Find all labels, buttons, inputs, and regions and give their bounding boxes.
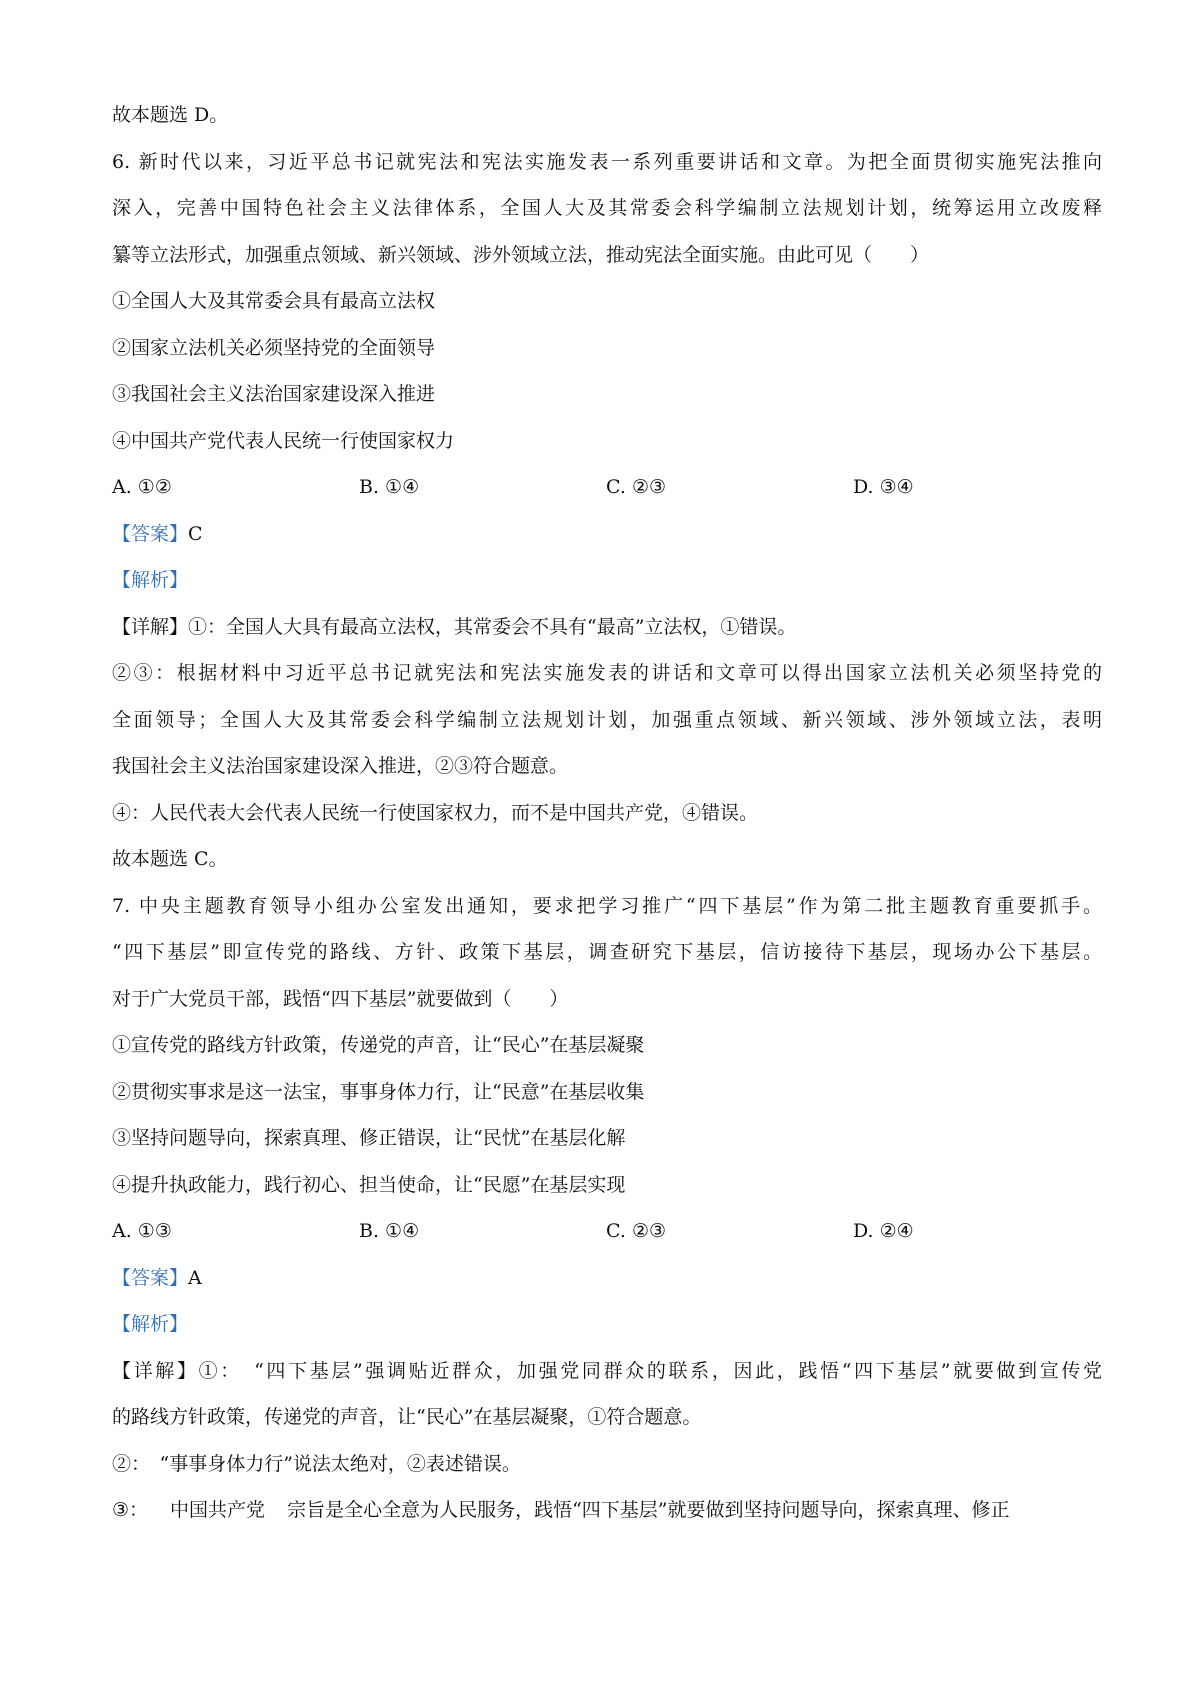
q7-stem-line: 7. 中央主题教育领导小组办公室发出通知，要求把学习推广“四下基层”作为第二批主题教育重要抓手。 xyxy=(112,894,1102,917)
q7-option-d: D. ②④ xyxy=(853,1220,914,1242)
q6-statement: ②国家立法机关必须坚持党的全面领导 xyxy=(112,336,436,359)
q7-statement: ③坚持问题导向，探索真理、修正错误，让“民忧”在基层化解 xyxy=(112,1127,626,1149)
q6-conclusion: 故本题选 C。 xyxy=(112,848,228,870)
q6-statement: ①全国人大及其常委会具有最高立法权 xyxy=(112,290,436,312)
q6-detail-line: 【详解】①：全国人大具有最高立法权，其常委会不具有“最高”立法权，①错误。 xyxy=(112,615,797,638)
q6-answer xyxy=(112,511,1102,558)
q7-option-a: A. ①③ xyxy=(112,1220,172,1242)
q6-detail-line: ②③：根据材料中习近平总书记就宪法和宪法实施发表的讲话和文章可以得出国家立法机关必须坚持党的 xyxy=(112,662,1102,684)
q6-answer-value: C xyxy=(188,522,203,545)
q6-options xyxy=(112,464,1102,511)
q7-last-part2: 宗旨是全心全意为人民服务，践悟“四下基层”就要做到坚持问题导向，探索真理、修正 xyxy=(287,1499,1010,1521)
question-6 xyxy=(112,139,1102,883)
q6-statement: ③我国社会主义法治国家建设深入推进 xyxy=(112,383,436,405)
q6-statement: ④中国共产党代表人民统一行使国家权力 xyxy=(112,429,455,452)
prev-conclusion: 故本题选 D。 xyxy=(112,104,229,126)
q6-option-c: C. ②③ xyxy=(606,476,667,498)
q7-option-b: B. ①④ xyxy=(359,1220,420,1242)
q6-detail-line: 我国社会主义法治国家建设深入推进，②③符合题意。 xyxy=(112,755,569,777)
q6-detail-line: 全面领导；全国人大及其常委会科学编制立法规划计划，加强重点领域、新兴领域、涉外领域立法，表明 xyxy=(112,708,1102,731)
q6-analysis-tag: 【解析】 xyxy=(112,569,189,591)
q7-stem-line: 对于广大党员干部，践悟“四下基层”就要做到（ ） xyxy=(112,987,569,1010)
document-page xyxy=(112,92,1102,1534)
q7-analysis-tag: 【解析】 xyxy=(112,1313,189,1335)
q7-statement: ②贯彻实事求是这一法宝，事事身体力行，让“民意”在基层收集 xyxy=(112,1080,645,1103)
q6-option-b: B. ①④ xyxy=(359,476,420,498)
q7-options xyxy=(112,1208,1102,1255)
q6-option-d: D. ③④ xyxy=(853,476,914,498)
q7-statement: ④提升执政能力，践行初心、担当使命，让“民愿”在基层实现 xyxy=(112,1173,626,1196)
q7-statement: ①宣传党的路线方针政策，传递党的声音，让“民心”在基层凝聚 xyxy=(112,1034,645,1056)
q6-stem-line: 深入，完善中国特色社会主义法律体系，全国人大及其常委会科学编制立法规划计划，统筹运用立改废释 xyxy=(112,197,1102,219)
q7-detail-line-last xyxy=(112,1487,1102,1534)
q7-last-label: ③： xyxy=(112,1499,149,1521)
q7-answer xyxy=(112,1255,1102,1302)
q7-detail-line: 的路线方针政策，传递党的声音，让“民心”在基层凝聚，①符合题意。 xyxy=(112,1406,702,1428)
q7-detail-line: ②： “事事身体力行”说法太绝对，②表述错误。 xyxy=(112,1452,521,1475)
q6-option-a: A. ①② xyxy=(112,476,172,498)
q6-stem-line: 6. 新时代以来，习近平总书记就宪法和宪法实施发表一系列重要讲话和文章。为把全面贯彻实施宪法推向 xyxy=(112,150,1102,173)
q7-last-part1: 中国共产党 xyxy=(170,1499,266,1521)
question-7 xyxy=(112,883,1102,1534)
q7-detail-line: 【详解】①： “四下基层”强调贴近群众，加强党同群众的联系，因此，践悟“四下基层”就要做到宣传党 xyxy=(112,1359,1102,1382)
q7-option-c: C. ②③ xyxy=(606,1220,667,1242)
q6-stem-line: 纂等立法形式，加强重点领域、新兴领域、涉外领域立法，推动宪法全面实施。由此可见（ ） xyxy=(112,243,930,266)
q7-stem-line: “四下基层”即宣传党的路线、方针、政策下基层，调查研究下基层，信访接待下基层，现场办公下基层。 xyxy=(112,941,1102,963)
q6-answer-tag: 【答案】 xyxy=(112,522,189,545)
q7-answer-tag: 【答案】 xyxy=(112,1266,189,1289)
q6-detail-line: ④：人民代表大会代表人民统一行使国家权力，而不是中国共产党，④错误。 xyxy=(112,801,759,824)
q7-answer-value: A xyxy=(188,1266,202,1289)
